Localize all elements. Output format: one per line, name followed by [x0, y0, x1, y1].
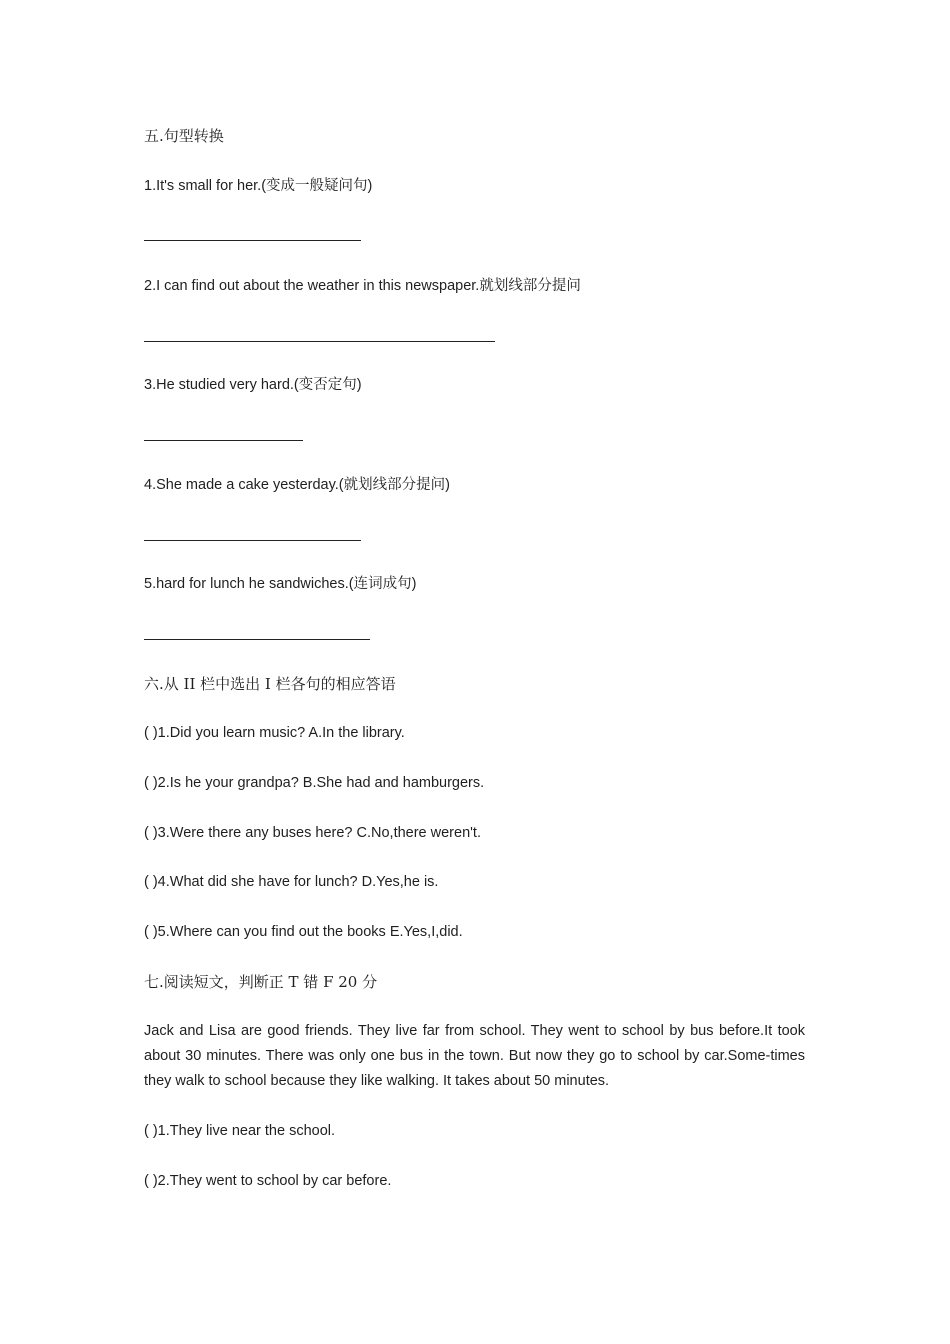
matching-item-5: ( )5.Where can you find out the books E.Yes,I,did. — [144, 924, 463, 940]
answer-blank-2 — [144, 341, 495, 342]
section7-title: 七.阅读短文，判断正 T 错 F 20 分 — [144, 973, 378, 991]
section6-title: 六.从 II 栏中选出 I 栏各句的相应答语 — [144, 675, 396, 693]
section5-title: 五.句型转换 — [144, 127, 224, 145]
true-false-item-2: ( )2.They went to school by car before. — [144, 1173, 392, 1189]
section5-item-3: 3.He studied very hard.(变否定句) — [144, 377, 362, 393]
matching-item-4: ( )4.What did she have for lunch? D.Yes,he is. — [144, 874, 439, 890]
section5-item-4: 4.She made a cake yesterday.(就划线部分提问) — [144, 477, 450, 493]
answer-blank-3 — [144, 440, 303, 441]
answer-blank-5 — [144, 639, 370, 640]
section5-item-1: 1.It's small for her.(变成一般疑问句) — [144, 178, 373, 194]
answer-blank-1 — [144, 240, 361, 241]
reading-passage: Jack and Lisa are good friends. They live far from school. They went to school by bus before.It took about 30 minutes. There was only one bus in the town. But now they go to school by car.Some-times they walk to school because they like walking. It takes about 50 minutes. — [144, 1023, 805, 1089]
section5-item-5: 5.hard for lunch he sandwiches.(连词成句) — [144, 576, 417, 592]
section5-item-2: 2.I can find out about the weather in this newspaper.就划线部分提问 — [144, 278, 581, 294]
true-false-item-1: ( )1.They live near the school. — [144, 1123, 336, 1139]
matching-item-1: ( )1.Did you learn music? A.In the library. — [144, 725, 405, 741]
matching-item-2: ( )2.Is he your grandpa? B.She had and hamburgers. — [144, 775, 485, 791]
answer-blank-4 — [144, 540, 361, 541]
matching-item-3: ( )3.Were there any buses here? C.No,there weren't. — [144, 825, 481, 841]
